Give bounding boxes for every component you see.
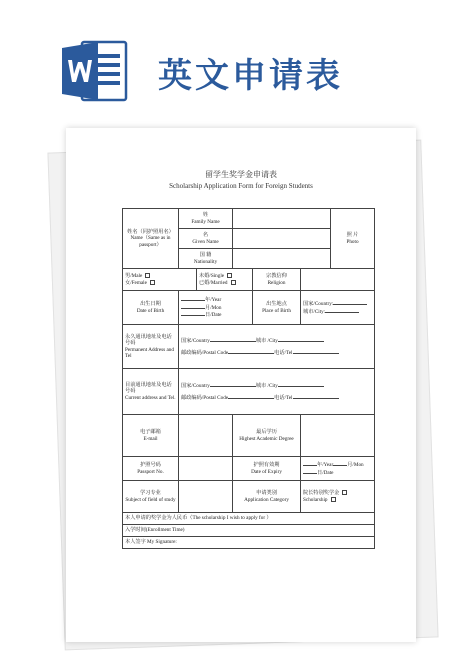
birth-place-label-cn: 出生地点 [266, 301, 287, 307]
married-checkbox[interactable] [231, 280, 236, 285]
birth-city-label: 城市/City: [303, 308, 326, 315]
birth-date-field[interactable] [179, 291, 253, 325]
email-label-cn: 电子邮箱 [140, 429, 161, 435]
category-label-cn: 申请类别 [256, 490, 277, 496]
education-field[interactable] [301, 415, 375, 457]
table-row [123, 325, 375, 369]
table-row [123, 537, 375, 549]
table-row [123, 457, 375, 481]
photo-box[interactable] [331, 209, 375, 269]
photo-label-en: Photo [346, 238, 359, 245]
table-row [123, 525, 375, 537]
email-label-cell [123, 415, 179, 457]
perm-country-label: 国家/Country [181, 338, 210, 344]
given-name-label-en: Given Name [192, 238, 219, 245]
category-option-scholarship: Scholarship [303, 496, 328, 503]
birth-year-label: 年/Year [205, 297, 222, 304]
gender-male-option[interactable]: 男/Male [125, 273, 194, 280]
expiry-year-label: 年/Year [317, 462, 334, 468]
education-label-cn: 最后学历 [256, 429, 277, 435]
name-label-en: Name（Same as in passport） [130, 235, 171, 248]
passport-field[interactable] [179, 457, 233, 481]
signature-field[interactable] [123, 537, 375, 549]
curr-tel-label: 电话/Tel [274, 394, 293, 401]
birth-place-label-cell [253, 291, 301, 325]
male-checkbox[interactable] [145, 273, 150, 278]
nationality-field[interactable] [233, 249, 331, 269]
signature-label: 本人签字 My Signature: [125, 539, 177, 546]
surname-field[interactable] [233, 209, 331, 229]
category-field[interactable] [301, 481, 375, 513]
expiry-label-cn: 护照有效期 [253, 462, 280, 468]
given-name-label-cn: 名 [202, 232, 209, 238]
photo-label-cn: 照 片 [346, 232, 359, 238]
nationality-label-cell [179, 249, 233, 269]
surname-label-en: Family Name [191, 218, 220, 225]
permanent-address-label-cn: 永久通讯地址及电话号码 [125, 333, 172, 346]
surname-label-cn: 姓 [202, 212, 209, 218]
current-address-label-cn: 目前通讯地址及电话号码 [125, 381, 172, 395]
curr-country-label: 国家/Country [181, 383, 210, 389]
perm-postal-label: 邮政编码/Postal Code [181, 349, 229, 356]
permanent-address-label-cell [123, 325, 179, 369]
permanent-address-label-en: Permanent Address and Tel [125, 346, 174, 359]
birth-place-field[interactable] [301, 291, 375, 325]
current-address-field[interactable] [179, 369, 375, 415]
expiry-field[interactable] [301, 457, 375, 481]
education-label-en: Highest Academic Degree [239, 435, 294, 442]
subject-label-cn: 学习专业 [140, 490, 161, 496]
expiry-month-label: 月/Mon [347, 462, 364, 468]
birth-country-label: 国家/Country: [303, 301, 334, 307]
perm-city-label: 城市 /City [255, 338, 278, 344]
passport-label-cn: 护照号码 [140, 462, 161, 468]
gender-female-option[interactable]: 女/Female [125, 280, 194, 287]
current-address-label-cell [123, 369, 179, 415]
application-form-table [122, 208, 375, 549]
dean-scholarship-checkbox[interactable] [342, 490, 347, 495]
religion-label-cell [253, 269, 301, 291]
religion-field[interactable] [301, 269, 375, 291]
curr-postal-label: 邮政编码/Postal Code [181, 394, 229, 401]
subject-field[interactable] [179, 481, 233, 513]
passport-label-cell [123, 457, 179, 481]
name-label-cell [123, 209, 179, 269]
table-row [123, 513, 375, 525]
name-label-cn: 姓名（同护照用名） [127, 228, 174, 235]
gender-cell [123, 269, 197, 291]
subject-label-cell [123, 481, 179, 513]
marital-cell [197, 269, 253, 291]
subject-label-en: Subject of field of study [125, 496, 176, 503]
email-label-en: E-mail [143, 435, 158, 442]
table-row [123, 481, 375, 513]
table-row [123, 369, 375, 415]
table-row [123, 269, 375, 291]
marital-single-option[interactable]: 未婚/Single [199, 273, 250, 280]
female-checkbox[interactable] [150, 280, 155, 285]
scholarship-amount-field[interactable] [123, 513, 375, 525]
birth-date-label-cn: 出生日期 [140, 301, 161, 307]
expiry-day-label: 日/Date [317, 469, 334, 476]
email-field[interactable] [179, 415, 233, 457]
expiry-label-cell [233, 457, 301, 481]
given-name-label-cell [179, 229, 233, 249]
given-name-field[interactable] [233, 229, 331, 249]
current-address-label-en: Current address and Tel. [125, 394, 176, 401]
form-title-en: Scholarship Application Form for Foreign Students [169, 182, 313, 190]
nationality-label-cn: 国 籍 [199, 252, 212, 258]
permanent-address-field[interactable] [179, 325, 375, 369]
birth-date-label-cell [123, 291, 179, 325]
surname-label-cell [179, 209, 233, 229]
category-label-cell [233, 481, 301, 513]
birth-month-label: 月/Mon [205, 304, 222, 311]
marital-married-option[interactable]: 已婚/Married [199, 280, 250, 287]
single-checkbox[interactable] [227, 273, 232, 278]
scholarship-checkbox[interactable] [331, 497, 336, 502]
birth-place-label-en: Place of Birth [262, 307, 291, 314]
category-option-dean: 院长特别奖学金 [303, 490, 340, 496]
perm-tel-label: 电话/Tel [274, 349, 293, 356]
birth-day-label: 日/Date [205, 312, 222, 319]
education-label-cell [233, 415, 301, 457]
category-label-en: Application Category [244, 496, 289, 503]
expiry-label-en: Date of Expiry [251, 468, 282, 475]
word-app-icon [62, 40, 128, 102]
template-header [0, 0, 474, 120]
birth-date-label-en: Date of Birth [136, 307, 165, 314]
table-row [123, 209, 375, 229]
curr-city-label: 城市 /City [255, 383, 278, 389]
religion-label-cn: 宗教信仰 [266, 273, 287, 279]
form-title-cn: 留学生奖学金申请表 [205, 170, 277, 179]
form-page [66, 128, 416, 642]
enrollment-time-label: 入学时间(Enrollment Time) [125, 527, 185, 534]
enrollment-time-field[interactable] [123, 525, 375, 537]
template-title: 英文申请表 [158, 56, 343, 96]
table-row [123, 415, 375, 457]
nationality-label-en: Nationality [193, 258, 218, 265]
religion-label-en: Religion [267, 279, 286, 286]
scholarship-amount-label: 本人申请的奖学金为人民币（The scholarship I wish to apply for ） [125, 515, 272, 522]
table-row [123, 291, 375, 325]
passport-label-en: Passport No. [137, 468, 164, 475]
